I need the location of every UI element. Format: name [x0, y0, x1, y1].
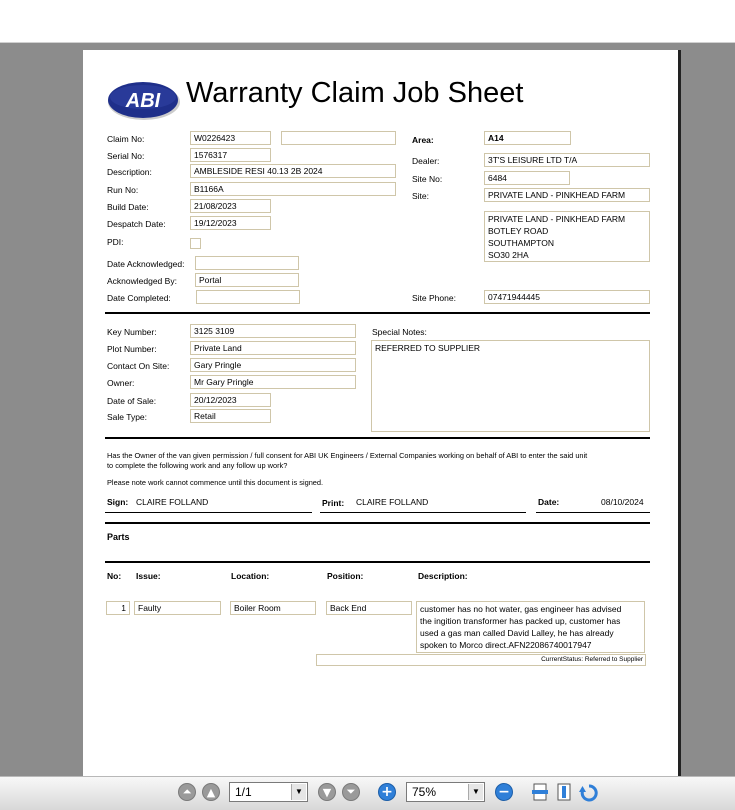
part-issue-cell: Faulty [134, 601, 221, 615]
claim-extra-field [281, 131, 396, 145]
date-label: Date: [538, 497, 560, 507]
area-label: Area: [412, 135, 434, 145]
zoom-out-icon[interactable]: − [495, 783, 513, 801]
contact-on-site-label: Contact On Site: [107, 361, 170, 371]
key-number-label: Key Number: [107, 327, 157, 337]
description-line: used a gas man called David Lalley, he has already [420, 628, 614, 638]
chevron-down-icon: ▼ [291, 784, 306, 800]
part-position-cell: Back End [326, 601, 412, 615]
part-no-cell: 1 [106, 601, 130, 615]
description-line: the ingition transformer has packed up, customer has [420, 616, 621, 626]
serial-no-field: 1576317 [190, 148, 271, 162]
run-no-field: B1166A [190, 182, 396, 196]
section-divider [105, 522, 650, 524]
special-notes-box: REFERRED TO SUPPLIER [371, 340, 650, 432]
parts-heading: Parts [107, 532, 130, 542]
pdi-label: PDI: [107, 237, 124, 247]
parts-header-position: Position: [327, 571, 364, 581]
zoom-in-icon[interactable]: + [378, 783, 396, 801]
first-page-icon[interactable]: ⏶ [178, 783, 196, 801]
last-page-icon[interactable]: ⏷ [342, 783, 360, 801]
description-label: Description: [107, 167, 152, 177]
address-line: SO30 2HA [488, 250, 529, 260]
print-line [320, 512, 526, 513]
print-value: CLAIRE FOLLAND [356, 497, 429, 507]
owner-field: Mr Gary Pringle [190, 375, 356, 389]
site-address-box [484, 211, 650, 262]
section-divider [105, 312, 650, 314]
claim-no-label: Claim No: [107, 134, 145, 144]
sale-type-field: Retail [190, 409, 271, 423]
owner-label: Owner: [107, 378, 135, 388]
date-acknowledged-field [195, 256, 299, 270]
date-acknowledged-label: Date Acknowledged: [107, 259, 185, 269]
area-field: A14 [484, 131, 571, 145]
date-completed-label: Date Completed: [107, 293, 171, 303]
consent-text-line1: Has the Owner of the van given permission / full consent for ABI UK Engineers / External Companies working on behalf of ABI to enter the said unit [107, 451, 588, 460]
previous-page-icon[interactable]: ▲ [202, 783, 220, 801]
acknowledged-by-label: Acknowledged By: [107, 276, 177, 286]
dealer-label: Dealer: [412, 156, 440, 166]
fit-width-icon[interactable] [531, 783, 549, 802]
sign-line [105, 512, 312, 513]
parts-header-location: Location: [231, 571, 270, 581]
contact-on-site-field: Gary Pringle [190, 358, 356, 372]
date-line [536, 512, 650, 513]
address-line: BOTLEY ROAD [488, 226, 549, 236]
acknowledged-by-field: Portal [195, 273, 299, 287]
special-notes-label: Special Notes: [372, 327, 427, 337]
build-date-label: Build Date: [107, 202, 149, 212]
abi-logo [107, 79, 181, 121]
pdi-checkbox [190, 238, 201, 249]
zoom-value: 75% [412, 785, 437, 799]
build-date-field: 21/08/2023 [190, 199, 271, 213]
logo-text: ABI [125, 90, 161, 112]
dealer-field: 3T'S LEISURE LTD T/A [484, 153, 650, 167]
parts-header-issue: Issue: [136, 571, 161, 581]
sale-type-label: Sale Type: [107, 412, 148, 422]
description-field: AMBLESIDE RESI 40.13 2B 2024 [190, 164, 396, 178]
pdf-toolbar [0, 776, 735, 810]
page-value: 1/1 [235, 785, 252, 799]
zoom-select[interactable] [406, 782, 485, 802]
parts-header-no: No: [107, 571, 122, 581]
address-line: PRIVATE LAND - PINKHEAD FARM [488, 214, 626, 224]
part-status: CurrentStatus: Referred to Supplier [316, 654, 646, 666]
page-title: Warranty Claim Job Sheet [186, 77, 524, 109]
site-label: Site: [412, 191, 430, 201]
next-page-icon[interactable]: ▼ [318, 783, 336, 801]
rotate-icon[interactable] [579, 783, 599, 803]
description-line: customer has no hot water, gas engineer has advised [420, 604, 622, 614]
consent-note: Please note work cannot commence until this document is signed. [107, 478, 324, 487]
pdf-viewport[interactable] [0, 43, 735, 776]
site-no-field: 6484 [484, 171, 570, 185]
fit-page-icon[interactable] [555, 783, 573, 802]
key-number-field: 3125 3109 [190, 324, 356, 338]
date-of-sale-field: 20/12/2023 [190, 393, 271, 407]
browser-top-bar [0, 0, 735, 43]
site-phone-field: 07471944445 [484, 290, 650, 304]
date-of-sale-label: Date of Sale: [107, 396, 157, 406]
plot-number-field: Private Land [190, 341, 356, 355]
print-label: Print: [322, 498, 345, 508]
claim-no-field: W0226423 [190, 131, 271, 145]
sign-value: CLAIRE FOLLAND [136, 497, 209, 507]
plot-number-label: Plot Number: [107, 344, 157, 354]
part-location-cell: Boiler Room [230, 601, 316, 615]
section-divider [105, 561, 650, 563]
run-no-label: Run No: [107, 185, 139, 195]
serial-no-label: Serial No: [107, 151, 145, 161]
address-line: SOUTHAMPTON [488, 238, 554, 248]
site-phone-label: Site Phone: [412, 293, 456, 303]
site-no-label: Site No: [412, 174, 443, 184]
pdf-page [83, 50, 678, 780]
sign-label: Sign: [107, 497, 129, 507]
section-divider [105, 437, 650, 439]
part-description-cell [416, 601, 645, 653]
description-line: spoken to Morco direct.AFN22086740017947 [420, 640, 592, 650]
parts-header-description: Description: [418, 571, 468, 581]
despatch-date-label: Despatch Date: [107, 219, 166, 229]
despatch-date-field: 19/12/2023 [190, 216, 271, 230]
page-select[interactable] [229, 782, 308, 802]
date-completed-field [196, 290, 300, 304]
consent-text-line2: to complete the following work and any follow up work? [107, 461, 288, 470]
date-value: 08/10/2024 [601, 497, 644, 507]
site-field: PRIVATE LAND - PINKHEAD FARM [484, 188, 650, 202]
chevron-down-icon: ▼ [468, 784, 483, 800]
